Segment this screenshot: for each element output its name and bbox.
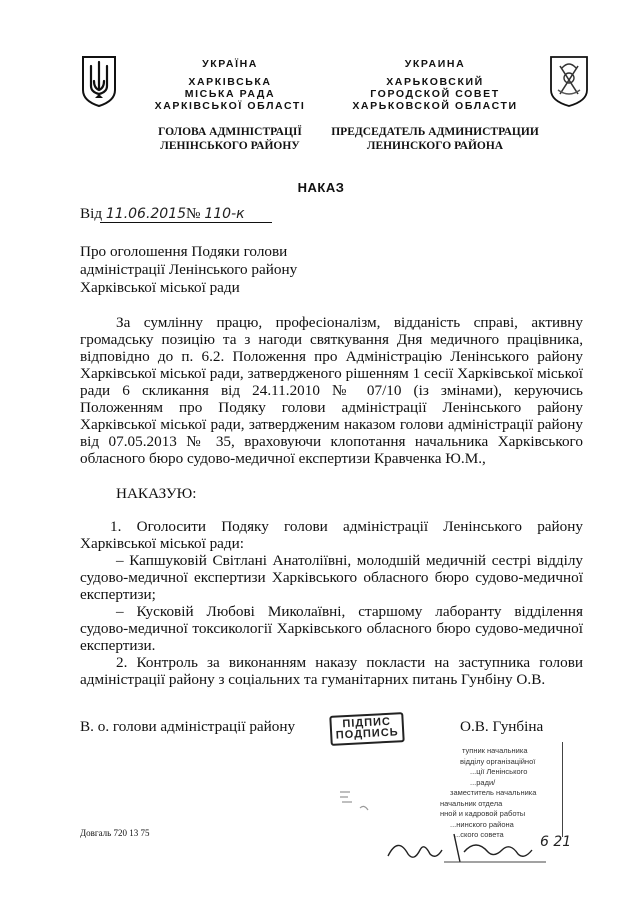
approval-stamp <box>440 746 562 841</box>
executor-line: Довгаль 720 13 75 <box>80 828 150 838</box>
handwritten-signature <box>384 828 554 868</box>
header-right-body-line-1: ПРЕДСЕДАТЕЛЬ АДМИНИСТРАЦИИ <box>331 126 539 138</box>
approval-stamp-line-4: ...ради/ <box>470 777 496 787</box>
item-line-5: експертизи; <box>80 586 156 603</box>
approval-stamp-bracket <box>556 742 563 837</box>
approval-stamp-line-3: ...ції Ленінського <box>470 767 528 776</box>
preamble-line-1: За сумлінну працю, професіоналізм, відданість справі, активну <box>116 314 583 331</box>
approval-stamp-line-5: заместитель начальника <box>450 788 537 797</box>
header-left-body-line-2: ЛЕНІНСЬКОГО РАЙОНУ <box>160 140 300 152</box>
preamble-line-7: Харківської міської ради, затвердженим наказом голови адміністрації району <box>80 416 583 433</box>
preamble-line-2: громадську позицію та з нагоди святкування Дня медичного працівника, <box>80 331 583 348</box>
subject-line-3: Харківської міської ради <box>80 279 240 296</box>
item-line-2: Харківської міської ради: <box>80 535 244 552</box>
order-word: НАКАЗУЮ: <box>116 485 197 502</box>
handwritten-code: 6 21 <box>540 834 572 850</box>
item-line-10: адміністрації району з соціальних та гуманітарних питань Гунбіну О.В. <box>80 671 546 688</box>
item-line-8: експертизи. <box>80 637 156 654</box>
preamble-line-5: ради 6 скликання від 24.11.2010 № 07/10 (із змінами), керуючись <box>80 382 583 399</box>
header-left-body-line-1: ГОЛОВА АДМІНІСТРАЦІЇ <box>158 126 302 138</box>
document-title: НАКАЗ <box>297 180 345 195</box>
header-left-council-line-1: ХАРКІВСЬКА <box>188 76 272 88</box>
header-left-country: УКРАЇНА <box>202 58 258 70</box>
date-underline <box>100 222 272 223</box>
preamble-line-4: Харківської міської ради, затвердженого рішенням 1 сесії Харківської міської <box>80 365 583 382</box>
handwritten-date: 11.06.2015 <box>105 206 187 222</box>
preamble-line-3: відповідно до п. 6.2. Положення про Адміністрацію Ленінського району <box>80 348 583 365</box>
item-line-7: судово-медичної токсикології Харківського обласного бюро судово-медичної <box>80 620 583 637</box>
approval-stamp-line-8: ...нинского района <box>450 819 514 829</box>
preamble-line-6: Положенням про Подяку голови адміністрації Ленінського району <box>80 399 583 416</box>
header-right-council-line-2: ГОРОДСКОЙ СОВЕТ <box>370 88 500 100</box>
header-right-council-line-3: ХАРЬКОВСКОЙ ОБЛАСТИ <box>352 100 518 112</box>
approval-stamp-line-1: тупник начальника <box>462 746 528 755</box>
signature-position: В. о. голови адміністрації району <box>80 718 296 735</box>
header-right-council-line-1: ХАРЬКОВСКИЙ <box>386 76 484 88</box>
approval-stamp-line-6: начальник отдела <box>440 798 503 808</box>
signature-stamp-line-1: ПІДПИС <box>342 715 392 731</box>
handwritten-number: 110-к <box>204 206 245 222</box>
header-left-council-line-2: МІСЬКА РАДА <box>184 88 276 100</box>
signature-stamp-line-2: ПОДПИСЬ <box>335 726 399 742</box>
scribble-marks <box>330 780 380 820</box>
header-left-council-line-3: ХАРКІВСЬКОЇ ОБЛАСТІ <box>154 100 306 112</box>
approval-stamp-line-2: відділу організаційної <box>460 756 536 766</box>
header-right-country: УКРАИНА <box>404 58 466 70</box>
preamble-line-8: від 07.05.2013 № 35, враховуючи клопотання начальника Харківського <box>80 433 583 450</box>
approval-stamp-line-9: ...ского совета <box>454 830 504 839</box>
number-prefix: № <box>186 205 201 222</box>
signature-name: О.В. Гунбіна <box>460 718 544 735</box>
preamble-line-9: обласного бюро судово-медичної експертизи Кравченка Ю.М., <box>80 450 486 467</box>
approval-stamp-line-7: нной и кадровой работы <box>440 809 526 818</box>
item-line-4: судово-медичної експертизи Харківського обласного бюро судово-медичної <box>80 569 583 586</box>
header-right-body-line-2: ЛЕНИНСКОГО РАЙОНА <box>366 140 504 152</box>
subject-line-1: Про оголошення Подяки голови <box>80 243 288 260</box>
signature-stamp <box>329 712 404 746</box>
kharkiv-city-emblem-icon <box>548 54 590 108</box>
item-line-9: 2. Контроль за виконанням наказу покласти на заступника голови <box>116 654 583 671</box>
item-line-6: – Кусковій Любові Миколаївні, старшому лаборанту відділення <box>116 603 583 620</box>
date-prefix: Від <box>80 205 103 222</box>
ukraine-coat-of-arms-icon <box>80 54 118 108</box>
item-line-3: – Капшуковій Світлані Анатоліївні, молодшій медичній сестрі відділу <box>116 552 583 569</box>
subject-line-2: адміністрації Ленінського району <box>80 261 298 278</box>
date-line <box>80 205 245 224</box>
item-line-1: 1. Оголосити Подяку голови адміністрації Ленінського району <box>110 518 583 535</box>
